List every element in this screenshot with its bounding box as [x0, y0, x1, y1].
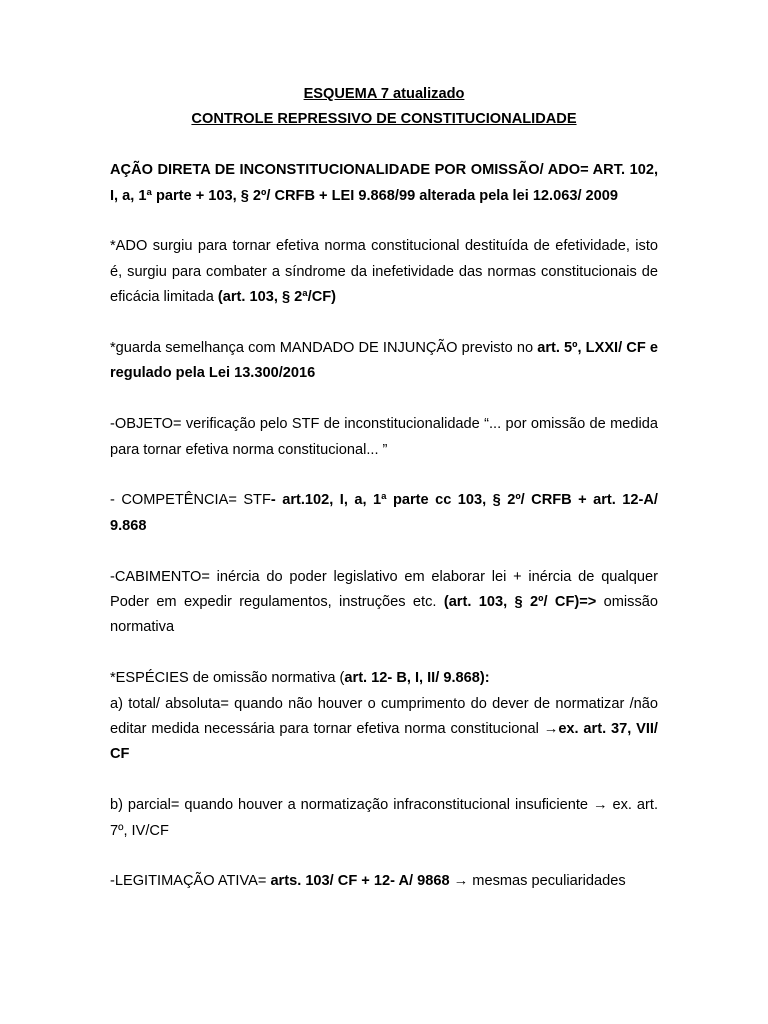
- document-page: [110, 82, 658, 895]
- paragraph-text: -CABIMENTO= inércia do poder legislativo em elaborar lei + inércia de qualquer Poder em expedir regulamentos, instruções etc.: [110, 568, 658, 611]
- arrow-right-icon: →: [592, 797, 608, 814]
- legal-reference: arts. 103/ CF + 12- A/ 9868: [270, 873, 450, 890]
- spacer: [110, 209, 658, 234]
- paragraph-ado-origin: [110, 234, 658, 310]
- paragraph-tail: omissão normativa: [110, 594, 658, 636]
- legal-reference: art. 5º, LXXI/ CF e regulado pela Lei 13.300/2016: [110, 340, 658, 382]
- spacer: [110, 844, 658, 869]
- document-title: ESQUEMA 7 atualizado: [303, 86, 465, 102]
- paragraph-cabimento: [110, 565, 658, 641]
- legal-reference: art. 12- B, I, II/ 9.868):: [344, 670, 490, 687]
- spacer: [110, 387, 658, 412]
- paragraph-text: a) total/ absoluta= quando não houver o cumprimento do dever de normatizar /não editar medida necessária para tornar efetiva norma constitucional: [110, 695, 658, 738]
- legal-reference: (art. 103, § 2º/ CF)=>: [443, 594, 597, 611]
- document-subtitle: CONTROLE REPRESSIVO DE CONSTITUCIONALIDADE: [191, 111, 577, 128]
- section-heading-text: AÇÃO DIRETA DE INCONSTITUCIONALIDADE POR OMISSÃO/ ADO= ART. 102, I, a, 1ª parte + 103, § 2º/ CRFB + LEI 9.868/99 alterada pela lei 12.063/ 2009: [110, 162, 658, 204]
- paragraph-mandado: [110, 336, 658, 387]
- paragraph-text: *ADO surgiu para tornar efetiva norma constitucional destituída de efetividade, isto é, surgiu para combater a síndrome da inefetividade das normas constitucionais de eficácia limitada: [110, 238, 658, 306]
- paragraph-parcial: [110, 793, 658, 844]
- paragraph-competencia: [110, 488, 658, 539]
- paragraph-total: [110, 692, 658, 768]
- paragraph-tail: mesmas peculiaridades: [468, 873, 626, 890]
- paragraph-tail: ex. art. 7º, IV/CF: [110, 797, 658, 839]
- spacer: [110, 311, 658, 336]
- section-heading: [110, 158, 658, 209]
- spacer: [110, 539, 658, 564]
- legal-reference: - art.102, I, a, 1ª parte cc 103, § 2º/ CRFB + art. 12-A/ 9.868: [110, 492, 658, 534]
- paragraph-objeto: [110, 412, 658, 463]
- spacer: [110, 768, 658, 793]
- paragraph-text: *guarda semelhança com MANDADO DE INJUNÇÃO previsto no: [110, 340, 538, 357]
- arrow-right-icon: →: [543, 721, 559, 738]
- paragraph-text: -OBJETO= verificação pelo STF de inconstitucionalidade “... por omissão de medida para tornar efetiva norma constitucional... ”: [110, 416, 658, 458]
- paragraph-text: b) parcial= quando houver a normatização infraconstitucional insuficiente: [110, 797, 593, 814]
- arrow-right-icon: →: [453, 873, 469, 890]
- legal-reference: (art. 103, § 2ª/CF): [217, 289, 337, 306]
- paragraph-especies: [110, 666, 658, 691]
- paragraph-legitimacao: [110, 869, 658, 894]
- spacer: [110, 641, 658, 666]
- paragraph-text: - COMPETÊNCIA= STF: [110, 492, 271, 509]
- paragraph-text: -LEGITIMAÇÃO ATIVA=: [110, 873, 271, 890]
- spacer: [110, 133, 658, 158]
- legal-reference: ex. art. 37, VII/ CF: [110, 721, 658, 763]
- paragraph-text: *ESPÉCIES de omissão normativa (: [110, 670, 345, 687]
- spacer: [110, 463, 658, 488]
